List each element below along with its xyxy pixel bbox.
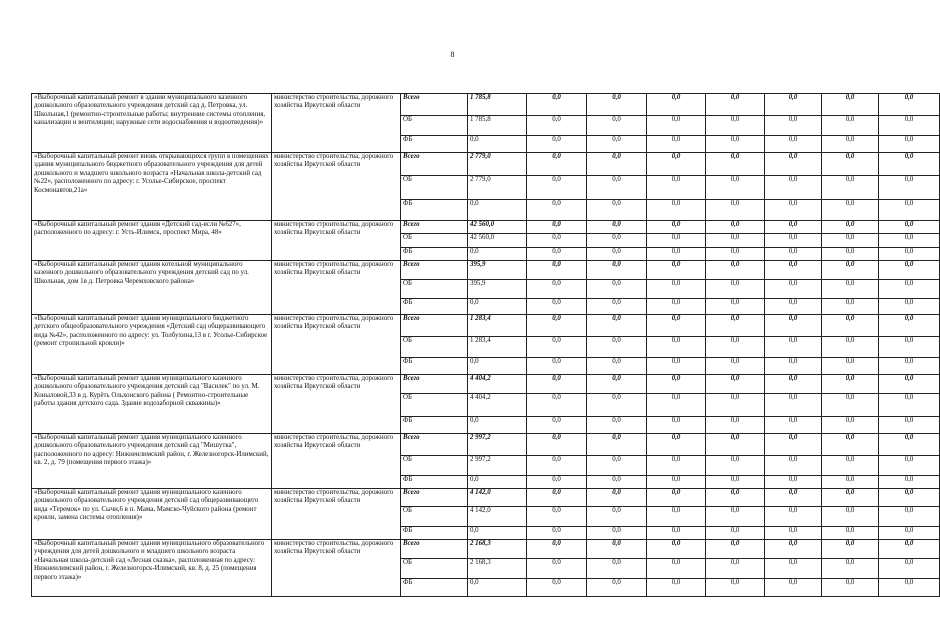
year-value-cell: 0,0 (647, 153, 706, 176)
year-value-cell: 0,0 (879, 248, 940, 261)
year-value-cell: 0,0 (765, 456, 822, 476)
funding-source-label: ФБ (401, 476, 468, 489)
amount-cell: 1 283,4 (468, 315, 527, 337)
year-value-cell: 0,0 (527, 358, 587, 375)
year-value-cell: 0,0 (765, 221, 822, 234)
year-value-cell: 0,0 (822, 375, 879, 394)
table-row (32, 375, 940, 394)
year-value-cell: 0,0 (822, 280, 879, 299)
year-value-cell: 0,0 (527, 540, 587, 559)
table-row (32, 153, 940, 176)
year-value-cell: 0,0 (706, 153, 765, 176)
funding-source-label: ФБ (401, 200, 468, 221)
year-value-cell: 0,0 (822, 476, 879, 489)
year-value-cell: 0,0 (765, 579, 822, 597)
year-value-cell: 0,0 (647, 456, 706, 476)
funding-source-label: ФБ (401, 579, 468, 597)
year-value-cell: 0,0 (647, 579, 706, 597)
year-value-cell: 0,0 (647, 527, 706, 540)
amount-cell: 0,0 (468, 136, 527, 153)
amount-cell: 2 997,2 (468, 434, 527, 456)
year-value-cell: 0,0 (879, 136, 940, 153)
year-value-cell: 0,0 (587, 417, 647, 434)
funding-source-label: ФБ (401, 299, 468, 315)
year-value-cell: 0,0 (527, 315, 587, 337)
year-value-cell: 0,0 (706, 176, 765, 200)
responsible-organization: министерство строительства, дорожного хозяйства Иркутской области (272, 434, 401, 489)
year-value-cell: 0,0 (527, 234, 587, 248)
funding-source-label: Всего (401, 489, 468, 507)
year-value-cell: 0,0 (647, 358, 706, 375)
year-value-cell: 0,0 (587, 299, 647, 315)
year-value-cell: 0,0 (765, 358, 822, 375)
year-value-cell: 0,0 (587, 358, 647, 375)
year-value-cell: 0,0 (527, 476, 587, 489)
table-row (32, 489, 940, 507)
funding-source-label: Всего (401, 434, 468, 456)
year-value-cell: 0,0 (587, 248, 647, 261)
year-value-cell: 0,0 (822, 358, 879, 375)
amount-cell: 395,9 (468, 261, 527, 280)
year-value-cell: 0,0 (647, 375, 706, 394)
year-value-cell: 0,0 (822, 527, 879, 540)
year-value-cell: 0,0 (706, 221, 765, 234)
amount-cell: 2 997,2 (468, 456, 527, 476)
year-value-cell: 0,0 (706, 559, 765, 579)
year-value-cell: 0,0 (822, 540, 879, 559)
year-value-cell: 0,0 (765, 261, 822, 280)
year-value-cell: 0,0 (527, 261, 587, 280)
year-value-cell: 0,0 (706, 136, 765, 153)
year-value-cell: 0,0 (879, 94, 940, 116)
year-value-cell: 0,0 (765, 299, 822, 315)
funding-source-label: Всего (401, 540, 468, 559)
table-row (32, 540, 940, 559)
year-value-cell: 0,0 (879, 221, 940, 234)
year-value-cell: 0,0 (765, 540, 822, 559)
year-value-cell: 0,0 (879, 200, 940, 221)
project-description: «Выборочный капитальный ремонт здания «Детский сад-ясли №627», расположенного по адресу: г. Усть-Илимск, проспект Мира, 48» (32, 221, 272, 261)
year-value-cell: 0,0 (879, 434, 940, 456)
year-value-cell: 0,0 (527, 136, 587, 153)
year-value-cell: 0,0 (879, 358, 940, 375)
year-value-cell: 0,0 (587, 579, 647, 597)
year-value-cell: 0,0 (879, 489, 940, 507)
amount-cell: 1 785,8 (468, 116, 527, 136)
year-value-cell: 0,0 (706, 540, 765, 559)
funding-source-label: ФБ (401, 527, 468, 540)
year-value-cell: 0,0 (527, 489, 587, 507)
year-value-cell: 0,0 (822, 559, 879, 579)
table-row (32, 315, 940, 337)
amount-cell: 2 779,0 (468, 176, 527, 200)
year-value-cell: 0,0 (647, 234, 706, 248)
year-value-cell: 0,0 (527, 527, 587, 540)
year-value-cell: 0,0 (706, 434, 765, 456)
year-value-cell: 0,0 (587, 261, 647, 280)
amount-cell: 4 142,0 (468, 489, 527, 507)
amount-cell: 1 785,8 (468, 94, 527, 116)
year-value-cell: 0,0 (587, 476, 647, 489)
table-row (32, 261, 940, 280)
year-value-cell: 0,0 (879, 176, 940, 200)
year-value-cell: 0,0 (527, 417, 587, 434)
year-value-cell: 0,0 (822, 234, 879, 248)
year-value-cell: 0,0 (879, 507, 940, 527)
responsible-organization: министерство строительства, дорожного хозяйства Иркутской области (272, 489, 401, 540)
amount-cell: 2 168,3 (468, 559, 527, 579)
responsible-organization: министерство строительства, дорожного хозяйства Иркутской области (272, 94, 401, 153)
year-value-cell: 0,0 (822, 200, 879, 221)
year-value-cell: 0,0 (647, 337, 706, 358)
amount-cell: 0,0 (468, 579, 527, 597)
year-value-cell: 0,0 (587, 153, 647, 176)
year-value-cell: 0,0 (765, 200, 822, 221)
year-value-cell: 0,0 (822, 394, 879, 417)
funding-source-label: ФБ (401, 136, 468, 153)
year-value-cell: 0,0 (706, 299, 765, 315)
year-value-cell: 0,0 (527, 456, 587, 476)
year-value-cell: 0,0 (647, 315, 706, 337)
year-value-cell: 0,0 (822, 315, 879, 337)
amount-cell: 2 168,3 (468, 540, 527, 559)
year-value-cell: 0,0 (527, 337, 587, 358)
responsible-organization: министерство строительства, дорожного хозяйства Иркутской области (272, 540, 401, 597)
year-value-cell: 0,0 (587, 280, 647, 299)
year-value-cell: 0,0 (706, 527, 765, 540)
year-value-cell: 0,0 (706, 200, 765, 221)
year-value-cell: 0,0 (587, 375, 647, 394)
year-value-cell: 0,0 (822, 261, 879, 280)
year-value-cell: 0,0 (647, 559, 706, 579)
year-value-cell: 0,0 (706, 489, 765, 507)
year-value-cell: 0,0 (822, 153, 879, 176)
funding-source-label: ОБ (401, 234, 468, 248)
funding-source-label: ОБ (401, 394, 468, 417)
year-value-cell: 0,0 (765, 94, 822, 116)
year-value-cell: 0,0 (765, 116, 822, 136)
year-value-cell: 0,0 (765, 153, 822, 176)
funding-source-label: Всего (401, 315, 468, 337)
year-value-cell: 0,0 (822, 417, 879, 434)
funding-source-label: ОБ (401, 280, 468, 299)
year-value-cell: 0,0 (587, 315, 647, 337)
year-value-cell: 0,0 (647, 261, 706, 280)
year-value-cell: 0,0 (765, 176, 822, 200)
page-number: 8 (450, 50, 455, 59)
year-value-cell: 0,0 (706, 234, 765, 248)
amount-cell: 4 404,2 (468, 375, 527, 394)
year-value-cell: 0,0 (706, 94, 765, 116)
year-value-cell: 0,0 (879, 315, 940, 337)
year-value-cell: 0,0 (706, 280, 765, 299)
year-value-cell: 0,0 (706, 507, 765, 527)
year-value-cell: 0,0 (706, 394, 765, 417)
year-value-cell: 0,0 (527, 394, 587, 417)
year-value-cell: 0,0 (647, 394, 706, 417)
funding-source-label: Всего (401, 94, 468, 116)
year-value-cell: 0,0 (706, 476, 765, 489)
project-description: «Выборочный капитальный ремонт здания муниципального бюджетного детского общеобразовательного учреждения «Детский сад общеразвивающего вида №42», расположенного по адресу: ул. Толбухина,13 в г. Усолье-Сибирское (ремонт стропильной кровли)» (32, 315, 272, 375)
funding-source-label: ОБ (401, 507, 468, 527)
funding-source-label: ОБ (401, 559, 468, 579)
year-value-cell: 0,0 (587, 489, 647, 507)
amount-cell: 1 283,4 (468, 337, 527, 358)
project-description: «Выборочный капитальный ремонт в здании муниципального казенного дошкольного образовательного учреждения детский сад д. Петровка, ул. Школьная,1 (ремонтно-строительные работы; внутренние системы отопления, канализации и вентиляции; наружные сети водоснабжения и водоотведения)» (32, 94, 272, 153)
year-value-cell: 0,0 (706, 456, 765, 476)
year-value-cell: 0,0 (879, 540, 940, 559)
amount-cell: 395,9 (468, 280, 527, 299)
year-value-cell: 0,0 (822, 579, 879, 597)
year-value-cell: 0,0 (879, 153, 940, 176)
year-value-cell: 0,0 (647, 200, 706, 221)
year-value-cell: 0,0 (765, 337, 822, 358)
year-value-cell: 0,0 (822, 299, 879, 315)
amount-cell: 0,0 (468, 527, 527, 540)
year-value-cell: 0,0 (527, 221, 587, 234)
funding-source-label: ОБ (401, 337, 468, 358)
funding-table (31, 93, 940, 597)
year-value-cell: 0,0 (647, 94, 706, 116)
funding-source-label: Всего (401, 153, 468, 176)
year-value-cell: 0,0 (822, 176, 879, 200)
year-value-cell: 0,0 (706, 116, 765, 136)
year-value-cell: 0,0 (587, 94, 647, 116)
year-value-cell: 0,0 (822, 136, 879, 153)
funding-source-label: Всего (401, 375, 468, 394)
year-value-cell: 0,0 (706, 579, 765, 597)
year-value-cell: 0,0 (587, 221, 647, 234)
year-value-cell: 0,0 (879, 559, 940, 579)
year-value-cell: 0,0 (706, 358, 765, 375)
year-value-cell: 0,0 (587, 116, 647, 136)
year-value-cell: 0,0 (822, 248, 879, 261)
year-value-cell: 0,0 (879, 579, 940, 597)
year-value-cell: 0,0 (527, 248, 587, 261)
amount-cell: 4 142,0 (468, 507, 527, 527)
year-value-cell: 0,0 (706, 261, 765, 280)
year-value-cell: 0,0 (647, 489, 706, 507)
year-value-cell: 0,0 (822, 221, 879, 234)
funding-source-label: ОБ (401, 456, 468, 476)
year-value-cell: 0,0 (587, 176, 647, 200)
year-value-cell: 0,0 (527, 299, 587, 315)
year-value-cell: 0,0 (765, 527, 822, 540)
year-value-cell: 0,0 (587, 434, 647, 456)
year-value-cell: 0,0 (527, 579, 587, 597)
project-description: «Выборочный капитальный ремонт вновь открывающихся групп в помещениях здания муниципального бюджетного образовательного учреждения для детей дошкольного и младшего школьного возраста «Начальная школа-детский сад №22», расположенного по адресу: г. Усолье-Сибирское, проспект Космонавтов,21а» (32, 153, 272, 221)
amount-cell: 0,0 (468, 358, 527, 375)
funding-source-label: ФБ (401, 417, 468, 434)
year-value-cell: 0,0 (879, 261, 940, 280)
year-value-cell: 0,0 (879, 299, 940, 315)
year-value-cell: 0,0 (647, 136, 706, 153)
year-value-cell: 0,0 (706, 337, 765, 358)
year-value-cell: 0,0 (647, 299, 706, 315)
responsible-organization: министерство строительства, дорожного хозяйства Иркутской области (272, 375, 401, 434)
amount-cell: 0,0 (468, 248, 527, 261)
year-value-cell: 0,0 (647, 116, 706, 136)
project-description: «Выборочный капитальный ремонт здания муниципального казенного дошкольного образовательного учреждения детский сад "Василек" по ул. М. Коныловой,33 в д. Курёть Ольхонского района ( Ремонтно-строительные работы здания детского сада. Здание водозаборной скважины)» (32, 375, 272, 434)
year-value-cell: 0,0 (879, 456, 940, 476)
amount-cell: 0,0 (468, 200, 527, 221)
year-value-cell: 0,0 (879, 476, 940, 489)
year-value-cell: 0,0 (587, 136, 647, 153)
responsible-organization: министерство строительства, дорожного хозяйства Иркутской области (272, 261, 401, 315)
year-value-cell: 0,0 (879, 375, 940, 394)
year-value-cell: 0,0 (587, 527, 647, 540)
year-value-cell: 0,0 (879, 280, 940, 299)
year-value-cell: 0,0 (765, 394, 822, 417)
year-value-cell: 0,0 (765, 234, 822, 248)
year-value-cell: 0,0 (587, 200, 647, 221)
funding-source-label: ОБ (401, 176, 468, 200)
year-value-cell: 0,0 (706, 375, 765, 394)
amount-cell: 42 560,0 (468, 234, 527, 248)
year-value-cell: 0,0 (527, 176, 587, 200)
amount-cell: 0,0 (468, 417, 527, 434)
year-value-cell: 0,0 (765, 476, 822, 489)
amount-cell: 0,0 (468, 299, 527, 315)
year-value-cell: 0,0 (527, 153, 587, 176)
amount-cell: 0,0 (468, 476, 527, 489)
year-value-cell: 0,0 (706, 417, 765, 434)
year-value-cell: 0,0 (647, 221, 706, 234)
funding-source-label: ФБ (401, 248, 468, 261)
year-value-cell: 0,0 (587, 456, 647, 476)
year-value-cell: 0,0 (879, 527, 940, 540)
year-value-cell: 0,0 (879, 417, 940, 434)
year-value-cell: 0,0 (706, 315, 765, 337)
year-value-cell: 0,0 (822, 507, 879, 527)
funding-source-label: Всего (401, 221, 468, 234)
year-value-cell: 0,0 (706, 248, 765, 261)
year-value-cell: 0,0 (822, 489, 879, 507)
year-value-cell: 0,0 (765, 248, 822, 261)
year-value-cell: 0,0 (765, 315, 822, 337)
year-value-cell: 0,0 (879, 337, 940, 358)
year-value-cell: 0,0 (527, 94, 587, 116)
year-value-cell: 0,0 (765, 417, 822, 434)
year-value-cell: 0,0 (647, 417, 706, 434)
year-value-cell: 0,0 (527, 375, 587, 394)
year-value-cell: 0,0 (765, 559, 822, 579)
year-value-cell: 0,0 (822, 94, 879, 116)
amount-cell: 4 404,2 (468, 394, 527, 417)
year-value-cell: 0,0 (587, 234, 647, 248)
project-description: «Выборочный капитальный ремонт здания муниципального казенного дошкольного образовательного учреждения детский сад общеразвивающего вида «Теремок» по ул. Сычи,6 в п. Мама, Мамско-Чуйского района (ремонт кровли, замена системы отопления)» (32, 489, 272, 540)
year-value-cell: 0,0 (822, 337, 879, 358)
year-value-cell: 0,0 (822, 456, 879, 476)
funding-source-label: ФБ (401, 358, 468, 375)
year-value-cell: 0,0 (527, 280, 587, 299)
year-value-cell: 0,0 (765, 136, 822, 153)
year-value-cell: 0,0 (822, 116, 879, 136)
responsible-organization: министерство строительства, дорожного хозяйства Иркутской области (272, 221, 401, 261)
project-description: «Выборочный капитальный ремонт здания муниципального казенного дошкольного образовательного учреждения детский сад "Мишутка", расположенного по адресу: Нижнеилимский район, г. Железногорск-Илимский, кв. 2, д. 79 (помещения первого этажа)» (32, 434, 272, 489)
year-value-cell: 0,0 (587, 337, 647, 358)
year-value-cell: 0,0 (527, 507, 587, 527)
year-value-cell: 0,0 (587, 540, 647, 559)
year-value-cell: 0,0 (765, 507, 822, 527)
year-value-cell: 0,0 (879, 116, 940, 136)
year-value-cell: 0,0 (647, 540, 706, 559)
amount-cell: 42 560,0 (468, 221, 527, 234)
year-value-cell: 0,0 (647, 507, 706, 527)
table-row (32, 221, 940, 234)
project-description: «Выборочный капитальный ремонт здания котельной муниципального казенного дошкольного образовательного учреждения детский сад по ул. Школьная, дом 1в д. Петровка Черемховского района» (32, 261, 272, 315)
table-row (32, 434, 940, 456)
year-value-cell: 0,0 (587, 507, 647, 527)
table-row (32, 94, 940, 116)
responsible-organization: министерство строительства, дорожного хозяйства Иркутской области (272, 315, 401, 375)
funding-source-label: ОБ (401, 116, 468, 136)
year-value-cell: 0,0 (765, 489, 822, 507)
year-value-cell: 0,0 (879, 234, 940, 248)
year-value-cell: 0,0 (647, 476, 706, 489)
year-value-cell: 0,0 (527, 559, 587, 579)
year-value-cell: 0,0 (647, 280, 706, 299)
funding-source-label: Всего (401, 261, 468, 280)
year-value-cell: 0,0 (527, 434, 587, 456)
year-value-cell: 0,0 (527, 116, 587, 136)
year-value-cell: 0,0 (647, 176, 706, 200)
year-value-cell: 0,0 (765, 434, 822, 456)
year-value-cell: 0,0 (647, 248, 706, 261)
year-value-cell: 0,0 (587, 394, 647, 417)
year-value-cell: 0,0 (587, 559, 647, 579)
year-value-cell: 0,0 (822, 434, 879, 456)
year-value-cell: 0,0 (527, 200, 587, 221)
amount-cell: 2 779,0 (468, 153, 527, 176)
year-value-cell: 0,0 (765, 375, 822, 394)
responsible-organization: министерство строительства, дорожного хозяйства Иркутской области (272, 153, 401, 221)
year-value-cell: 0,0 (765, 280, 822, 299)
project-description: «Выборочный капитальный ремонт здания муниципального образовательного учреждения для детей дошкольного и младшего школьного возраста «Начальная школа-детский сад «Лесная сказка», расположенная по адресу: Нижнеилимский район, г. Железногорск-Илимский, кв. 8, д. 25 (помещения первого этажа)» (32, 540, 272, 597)
year-value-cell: 0,0 (647, 434, 706, 456)
year-value-cell: 0,0 (879, 394, 940, 417)
